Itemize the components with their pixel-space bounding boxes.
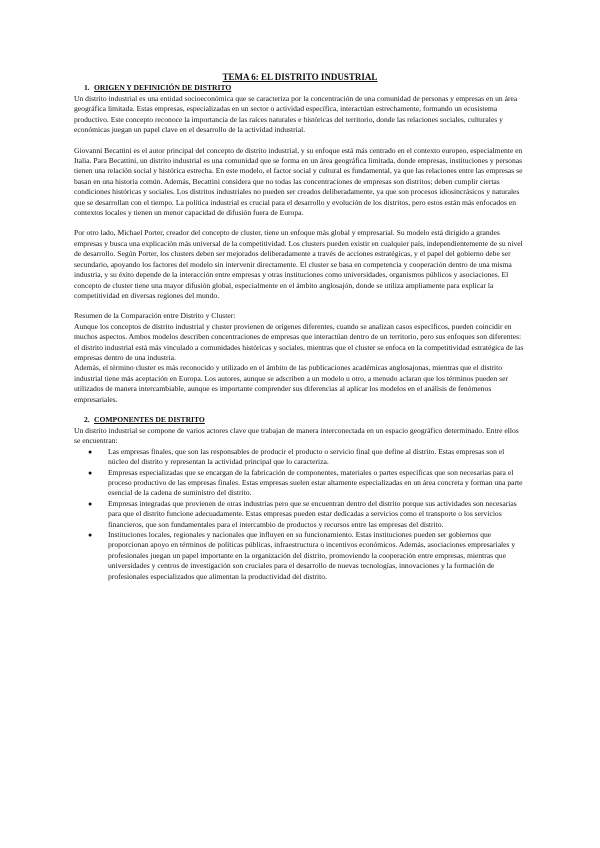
summary-heading: Resumen de la Comparación entre Distrito y Cluster: bbox=[74, 311, 236, 321]
summary-paragraph-2: Además, el término cluster es más reconocido y utilizado en el ámbito de las publicaciones académicas anglosajonas, mientras que el distrito industrial tiene más aceptación en Europa. Los autores, aunque se adscriben a un modelo u otro, a menudo aclaran que los términos pueden ser utilizados de manera intercambiable, aunque es importante comprender sus diferencias al aplicar los modelos en el análisis de fenómenos empresariales. bbox=[74, 363, 508, 404]
bullet-icon: ● bbox=[88, 531, 93, 540]
section-2-heading-text: COMPONENTES DE DISTRITO bbox=[94, 414, 205, 424]
document-title: TEMA 6: EL DISTRITO INDUSTRIAL bbox=[222, 72, 378, 82]
bullet-icon: ● bbox=[88, 468, 93, 477]
section-2-intro: Un distrito industrial se compone de varios actores clave que trabajan de manera interconectada en un espacio geográfico determinado. Entre ellos se encuentran: bbox=[74, 425, 519, 446]
bullet-icon: ● bbox=[88, 499, 93, 508]
components-list bbox=[74, 447, 526, 582]
section-1-number: 1. bbox=[84, 83, 90, 92]
section-1-paragraph-1: Un distrito industrial es una entidad socioeconómica que se caracteriza por la concentración de una comunidad de personas y empresas en un área geográfica limitada. Estas empresas, especializadas en un sector o actividad específica, interactúan estrechamente, formando un ecosistema productivo. Este concepto reconoce la importancia de las raíces naturales e históricas del territorio, donde las relaciones sociales, culturales y económicas juegan un papel clave en el desarrollo de la actividad industrial. bbox=[74, 94, 518, 135]
bullet-icon: ● bbox=[88, 447, 93, 456]
section-1-heading bbox=[74, 83, 526, 93]
list-item: ● Instituciones locales, regionales y nacionales que influyen en su funcionamiento. Estas instituciones pueden ser gobiernos que proporcionan apoyo en términos de políticas públicas, infraestructura o incentivos económicos. Además, asociaciones empresariales y profesionales juegan un papel importante en la organización del distrito, promoviendo la cooperación entre empresas, mientras que universidades y centros de investigación son cruciales para el desarrollo de nuevas tecnologías, innovaciones y la formación de profesionales especializados que alimentan la productividad del distrito. bbox=[88, 530, 516, 581]
list-item: ● Las empresas finales, que son las responsables de producir el producto o servicio final que define al distrito. Estas empresas son el núcleo del distrito y representan la actividad principal que lo caracteriza. bbox=[88, 446, 505, 467]
section-2-heading bbox=[74, 415, 526, 425]
section-1-heading-text: ORIGEN Y DEFINICIÓN DE DISTRITO bbox=[94, 83, 232, 92]
section-2-number: 2. bbox=[84, 414, 90, 424]
section-1-paragraph-3: Por otro lado, Michael Porter, creador del concepto de cluster, tiene un enfoque más global y empresarial. Su modelo está dirigido a grandes empresas y busca una explicación más universal de la competitividad. Los clusters pueden existir en cualquier país, independientemente de su nivel de desarrollo. Según Porter, los clusters deben ser mejorados deliberadamente a través de acciones estratégicas, y el papel del gobierno debe ser secundario, apoyando los factores del modelo sin intervenir directamente. El cluster se basa en competencia y cooperación dentro de una misma industria, y su éxito depende de la interacción entre empresas y otras instituciones como universidades, organismos públicos y asociaciones. El concepto de cluster tiene una mayor difusión global, especialmente en el ámbito anglosajón, donde se utiliza ampliamente para explicar la competitividad en diversas regiones del mundo. bbox=[74, 228, 523, 300]
section-1-paragraph-2: Giovanni Becattini es el autor principal del concepto de distrito industrial, y su enfoque está más centrado en el contexto europeo, especialmente en Italia. Para Becattini, un distrito industrial es una comunidad que se forma en un área geográfica limitada, donde empresas, instituciones y personas tienen una relación social y histórica estrecha. En este modelo, el factor social y cultural es fundamental, ya que las relaciones entre las empresas se basan en una historia común. Además, Becattini considera que no todas las concentraciones de empresas son distritos; deben cumplir ciertas condiciones históricas y sociales. Los distritos industriales no pueden ser creados deliberadamente, ya que son procesos idiosincrásicos y naturales que se desarrollan con el tiempo. La política industrial es crucial para el desarrollo y evolución de los distritos, pero estos están más enfocados en contextos locales y tienen un menor capacidad de difusión fuera de Europa. bbox=[74, 145, 523, 218]
list-item: ● Empresas especializadas que se encargan de la fabricación de componentes, materiales o partes específicas que son necesarias para el proceso productivo de las empresas finales. Estas empresas suelen estar altamente especializadas en un área concreta y forman una parte esencial de la cadena de suministro del distrito. bbox=[88, 467, 523, 498]
document-page bbox=[74, 72, 526, 582]
summary-paragraph-1: Aunque los conceptos de distrito industrial y cluster provienen de orígenes diferentes, cuando se analizan casos específicos, pueden coincidir en muchos aspectos. Ambos modelos describen concentraciones de empresas que interactúan dentro de un territorio, pero sus enfoques son diferentes: el distrito industrial está más vinculado a comunidades históricas y sociales, mientras que el cluster se enfoca en la competitividad estratégica de las empresas dentro de una industria. bbox=[74, 321, 524, 362]
list-item: ● Empresas integradas que provienen de otras industrias pero que se encuentran dentro del distrito porque sus actividades son necesarias para que el distrito funcione adecuadamente. Estas empresas pueden estar dedicadas a servicios como el transporte o los servicios financieros, que son fundamentales para el intercambio de productos y recursos entre las empresas del distrito. bbox=[88, 498, 517, 529]
